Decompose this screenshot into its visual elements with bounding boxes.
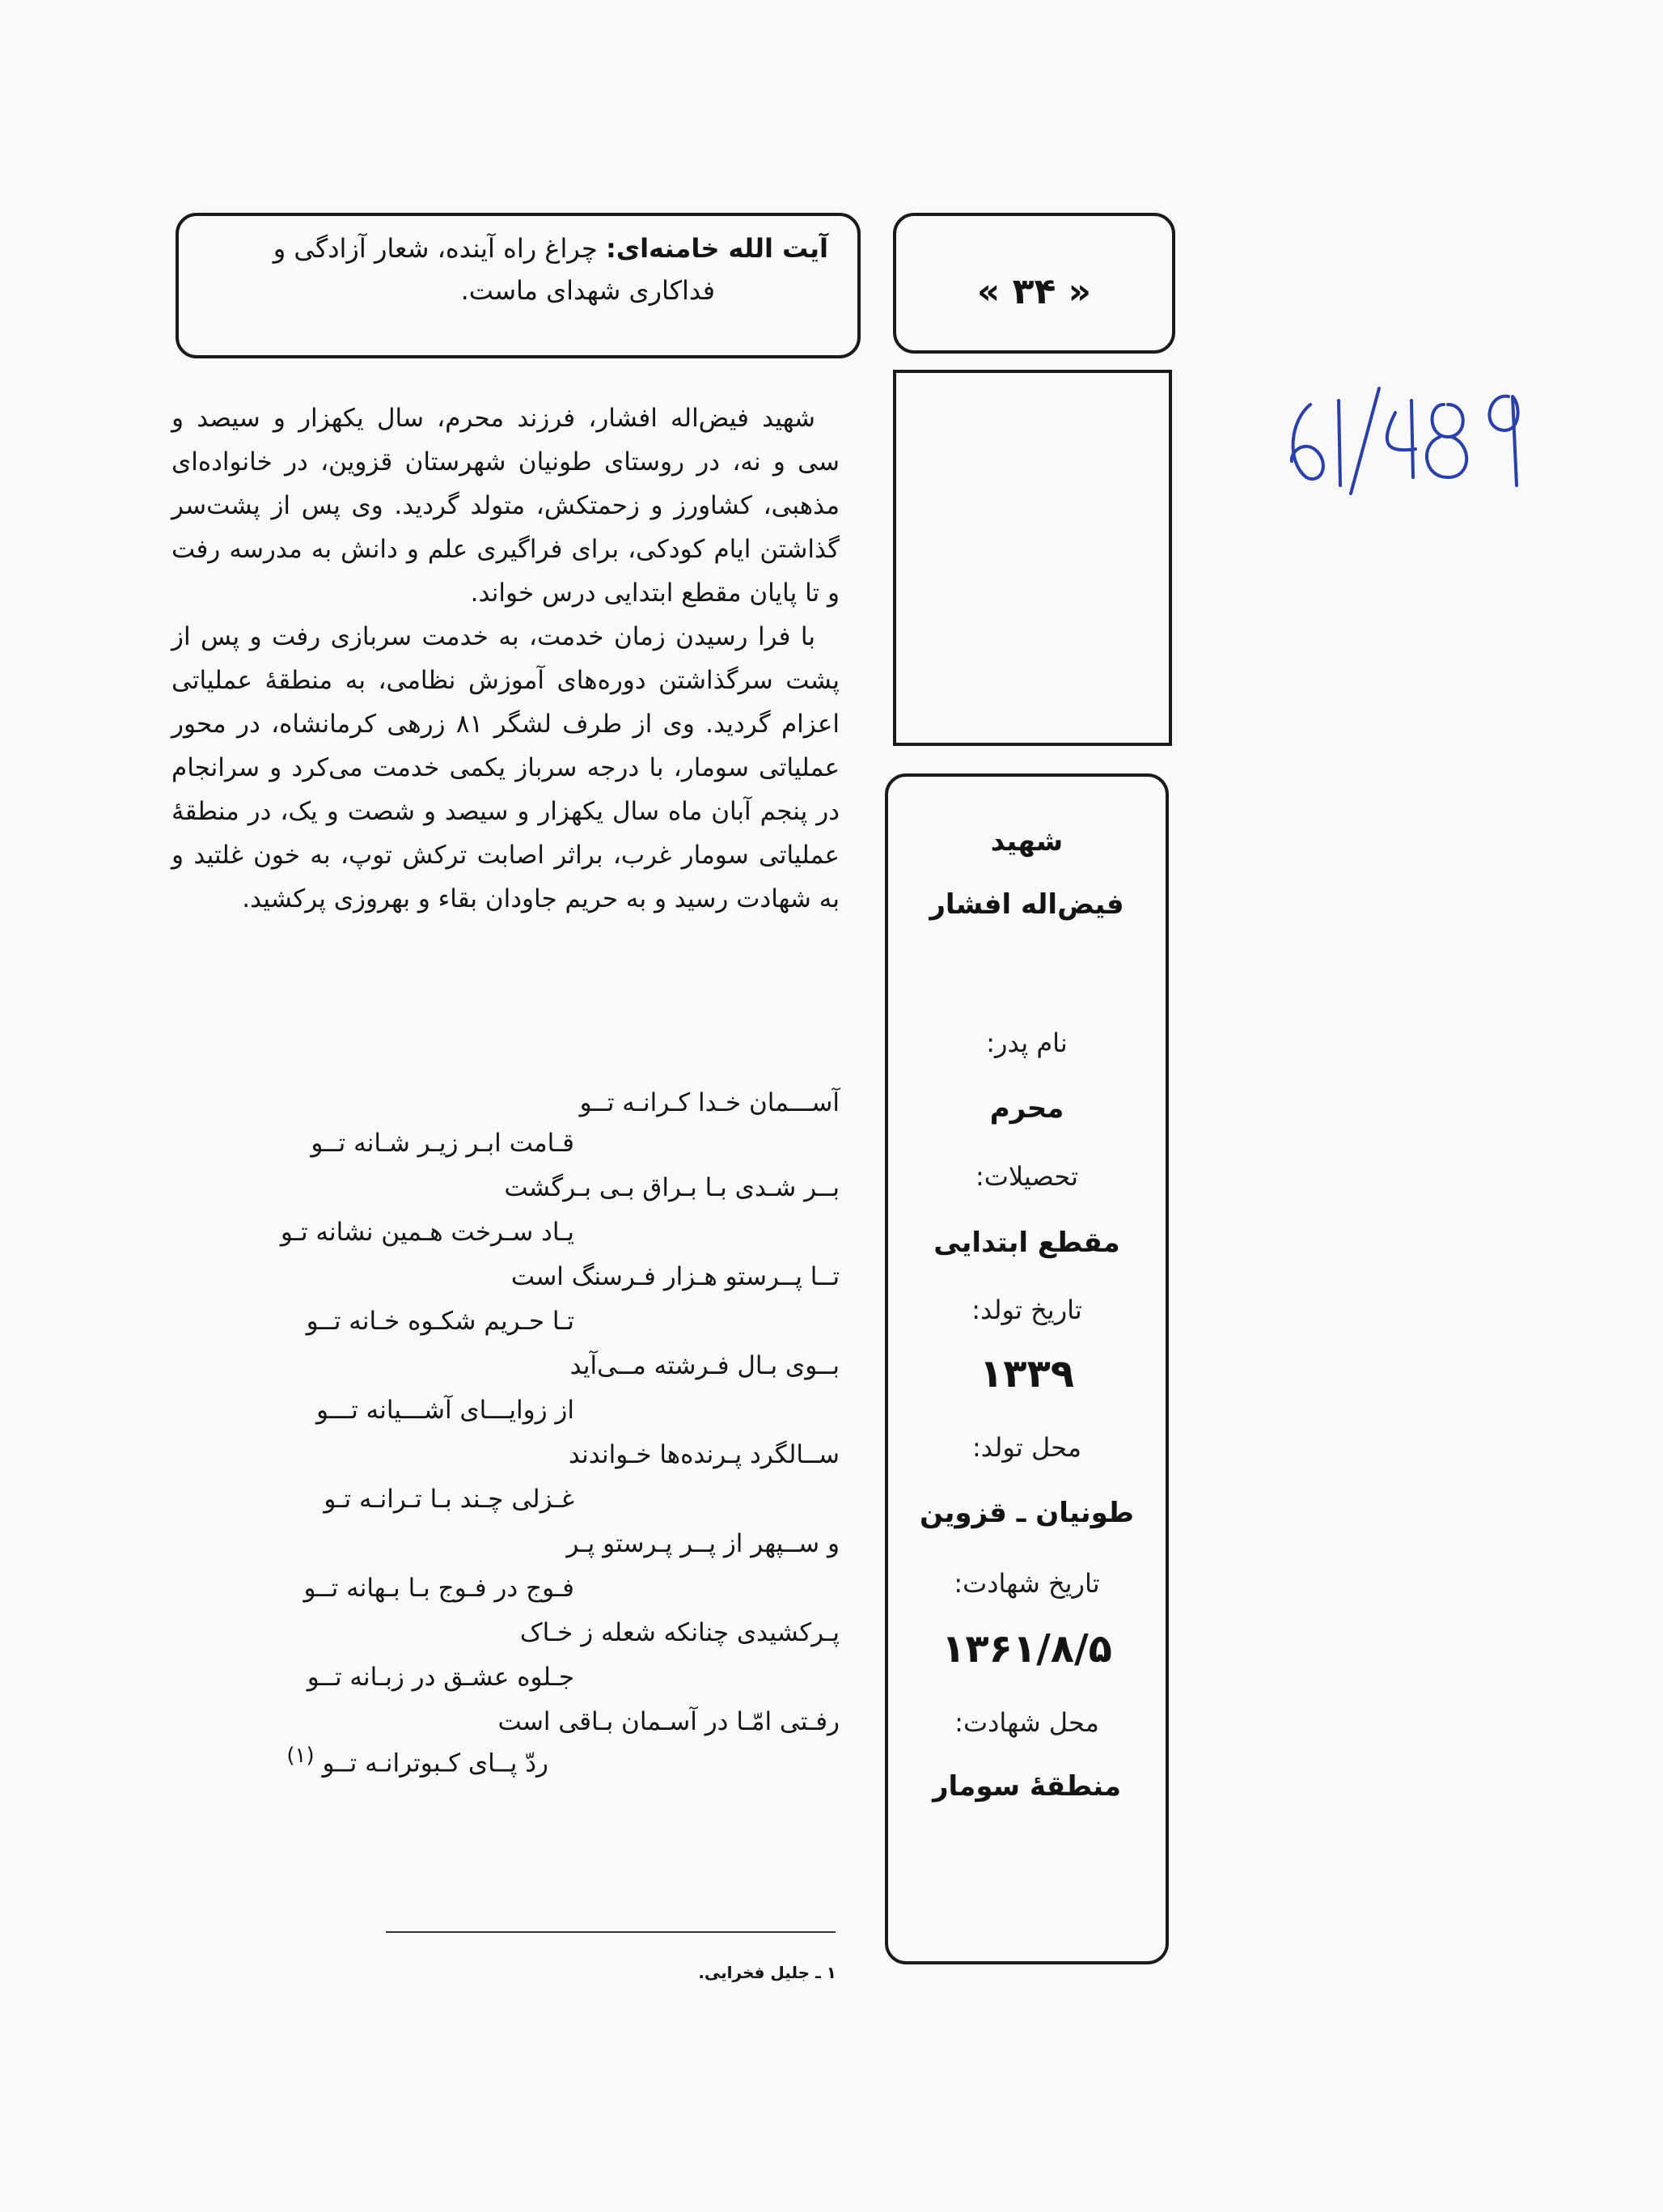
- biography: [171, 396, 840, 921]
- martyr-date-value: ۱۳۶۱/۸/۵: [942, 1626, 1112, 1672]
- poem-line-text: ردّ پــای کـبوترانـه تــو: [322, 1748, 548, 1778]
- martyr-info-box: [885, 773, 1169, 1964]
- page-number: « ۳۴ »: [976, 270, 1092, 312]
- poem-line: بــر شـدی بـا بـراق بـی بـرگشت: [504, 1173, 840, 1202]
- quote-author: آیت الله خامنه‌ای:: [605, 233, 828, 264]
- poem-line: فـوج در فـوج بـا بـهانه تــو: [303, 1574, 574, 1603]
- poem-line: رفـتی امّـا در آسـمان بـاقی است: [497, 1707, 840, 1736]
- education-label: تحصیلات:: [975, 1161, 1078, 1192]
- poem-line: و ســپهر از پــر پـرستو پـر: [566, 1529, 840, 1558]
- martyr-date-label: تاریخ شهادت:: [954, 1568, 1100, 1599]
- birth-date-label: تاریخ تولد:: [971, 1295, 1082, 1325]
- biography-paragraph-1: شهید فیض‌اله افشار، فرزند محرم، سال یکهزار و سیصد و سی و نه، در روستای طونیان شهرستان قزوین، در خانواده‌ای مذهبی، کشاورز و زحمتکش، متولد گردید. وی پس از پشت‌سر گذاشتن ایام کودکی، برای فراگیری علم و دانش به مدرسه رفت و تا پایان مقطع ابتدایی درس خواند.: [171, 404, 840, 608]
- education-value: مقطع ابتدایی: [933, 1227, 1120, 1259]
- poem-line: ســالگرد پـرنده‌ها خـواندند: [568, 1440, 840, 1469]
- poem-footnote-marker: (۱): [286, 1744, 315, 1768]
- poem-line: [286, 1744, 548, 1778]
- poem-line: غـزلی چـند بـا تـرانـه تـو: [324, 1485, 574, 1514]
- birth-date-value: ۱۳۳۹: [979, 1351, 1075, 1396]
- footnote: ۱ ـ جلیل فخرایی.: [698, 1963, 836, 1982]
- info-name: فیض‌اله افشار: [929, 888, 1124, 921]
- photo-frame: [893, 370, 1172, 746]
- quote-line-1: چراغ راه آینده، شعار آزادگی و: [273, 233, 606, 264]
- poem-line: پـرکشیدی چنانکه شعله ز خـاک: [519, 1618, 840, 1647]
- poem-line: تـا حـریم شکـوه خـانه تــو: [306, 1307, 574, 1336]
- poem-line: آســـمان خـدا کـرانـه تــو: [579, 1088, 840, 1117]
- biography-paragraph-2: با فرا رسیدن زمان خدمت، به خدمت سربازی رفت و پس از پشت سرگذاشتن دوره‌های آموزش نظامی، به منطقهٔ عملیاتی اعزام گردید. وی از طرف لشگر ۸۱ زرهی کرمانشاه، در محور عملیاتی سومار، با درجه سرباز یکمی خدمت می‌کرد و سرانجام در پنجم آبان ماه سال یکهزار و سیصد و شصت و یک، در منطقهٔ عملیاتی سومار غرب، براثر اصابت ترکش توپ، به خون غلتید و به شهادت رسید و به حریم جاودان بقاء و بهروزی پرکشید.: [171, 622, 840, 913]
- quote-text: [208, 227, 828, 311]
- poem-line: یـاد سـرخت هـمین نشانه تـو: [280, 1218, 574, 1247]
- poem-line: تــا پــرستو هـزار فـرسنگ است: [510, 1262, 840, 1291]
- quote-box: [176, 213, 861, 358]
- info-title: شهید: [990, 825, 1064, 858]
- birth-place-value: طونیان ـ قزوین: [920, 1497, 1134, 1529]
- martyr-place-label: محل شهادت:: [954, 1707, 1099, 1738]
- poem-line: قـامت ابـر زیـر شـانه تــو: [311, 1129, 574, 1158]
- father-value: محرم: [989, 1092, 1064, 1125]
- footnote-rule: [386, 1931, 836, 1933]
- poem-line: از زوایـــای آشـــیانه تـــو: [315, 1396, 574, 1425]
- page-number-box: [893, 213, 1175, 354]
- poem-line: جـلوه عشـق در زبـانه تــو: [307, 1663, 574, 1692]
- birth-place-label: محل تولد:: [972, 1432, 1081, 1463]
- martyr-place-value: منطقهٔ سومار: [932, 1770, 1122, 1803]
- poem-line: بــوی بـال فـرشته مــی‌آید: [569, 1351, 840, 1380]
- handwritten-number: [1274, 356, 1541, 510]
- father-label: نام پدر:: [986, 1028, 1068, 1058]
- quote-line-2: فداکاری شهدای ماست.: [460, 275, 715, 306]
